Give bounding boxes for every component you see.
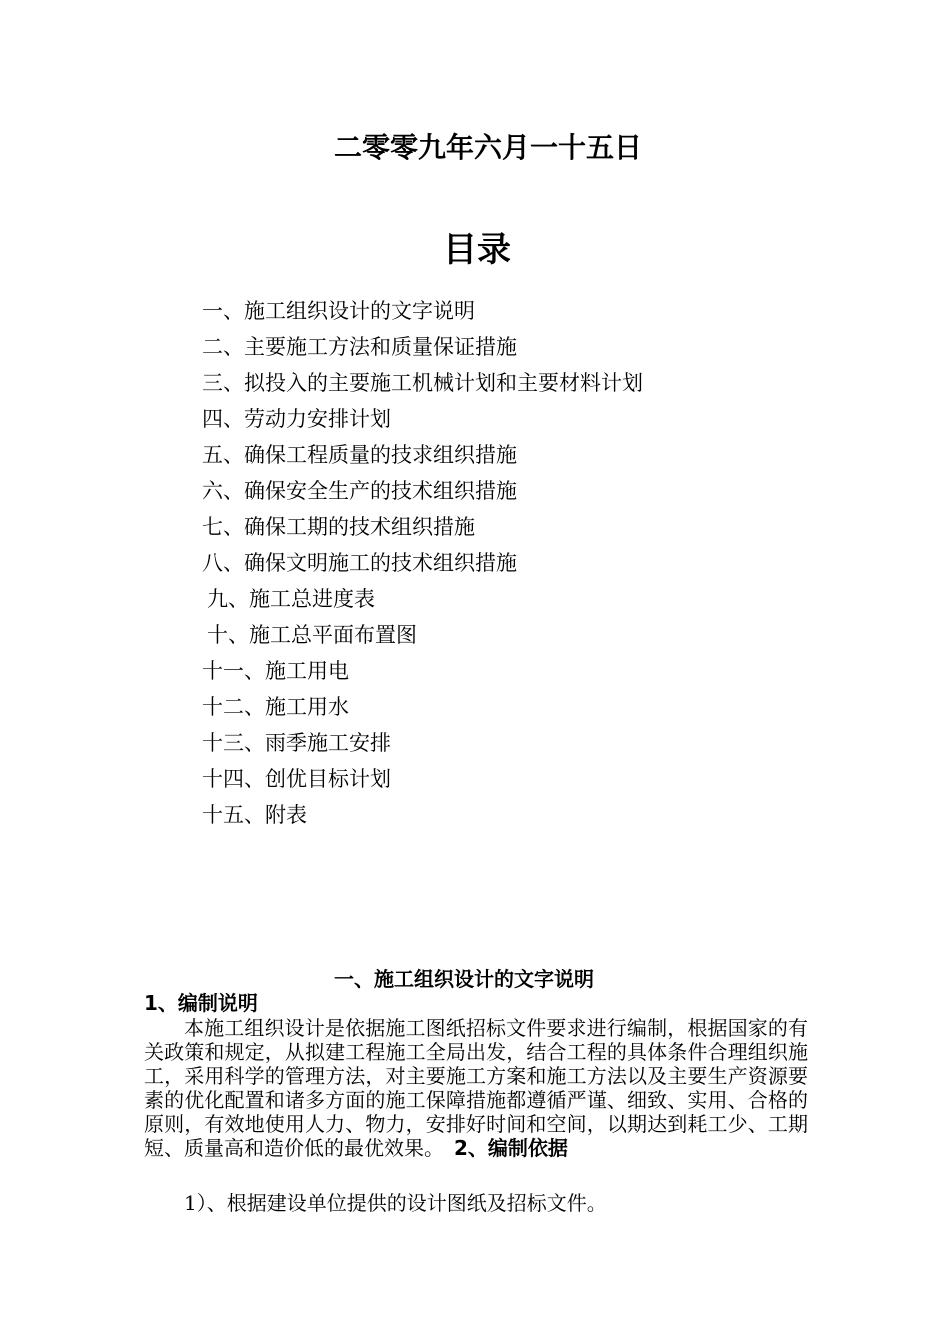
toc-list	[202, 293, 643, 833]
toc-item: 十四、创优目标计划	[202, 767, 391, 791]
toc-item: 十三、雨季施工安排	[202, 731, 391, 755]
toc-item: 十、施工总平面布置图	[207, 623, 417, 647]
toc-item: 三、拟投入的主要施工机械计划和主要材料计划	[202, 371, 643, 395]
toc-item: 五、确保工程质量的技求组织措施	[202, 443, 517, 467]
toc-item: 六、确保安全生产的技术组织措施	[202, 479, 517, 503]
toc-item: 一、施工组织设计的文字说明	[202, 299, 475, 323]
subsection-heading: 1、编制说明	[144, 991, 258, 1015]
toc-item: 十五、附表	[202, 803, 307, 827]
toc-item: 四、劳动力安排计划	[202, 407, 391, 431]
toc-item: 八、确保文明施工的技术组织措施	[202, 551, 517, 575]
toc-item: 二、主要施工方法和质量保证措施	[202, 335, 517, 359]
paragraph-text: 本施工组织设计是依据施工图纸招标文件要求进行编制，根据国家的有关政策和规定，从拟建工程施工全局出发，结合工程的具体条件合理组织施工，采用科学的管理方法，对主要施工方案和施工方法以及主要生产资源要素的优化配置和诸多方面的施工保障措施都遵循严谨、细致、实用、合格的原则，有效地使用人力、物力，安排好时间和空间，以期达到耗工少、工期短、质量高和造价低的最优效果。	[144, 1016, 808, 1160]
toc-item: 十一、施工用电	[202, 659, 349, 683]
toc-item: 七、确保工期的技术组织措施	[202, 515, 475, 539]
toc-item: 九、施工总进度表	[207, 587, 375, 611]
section-heading: 一、施工组织设计的文字说明	[334, 967, 594, 991]
toc-item: 十二、施工用水	[202, 695, 349, 719]
toc-title: 目录	[443, 230, 511, 270]
body-paragraph	[144, 1016, 808, 1160]
list-item: 1）、根据建设单位提供的设计图纸及招标文件。	[184, 1191, 607, 1215]
document-date: 二零零九年六月一十五日	[333, 131, 642, 164]
subsection-heading: 2、编制依据	[454, 1136, 568, 1160]
